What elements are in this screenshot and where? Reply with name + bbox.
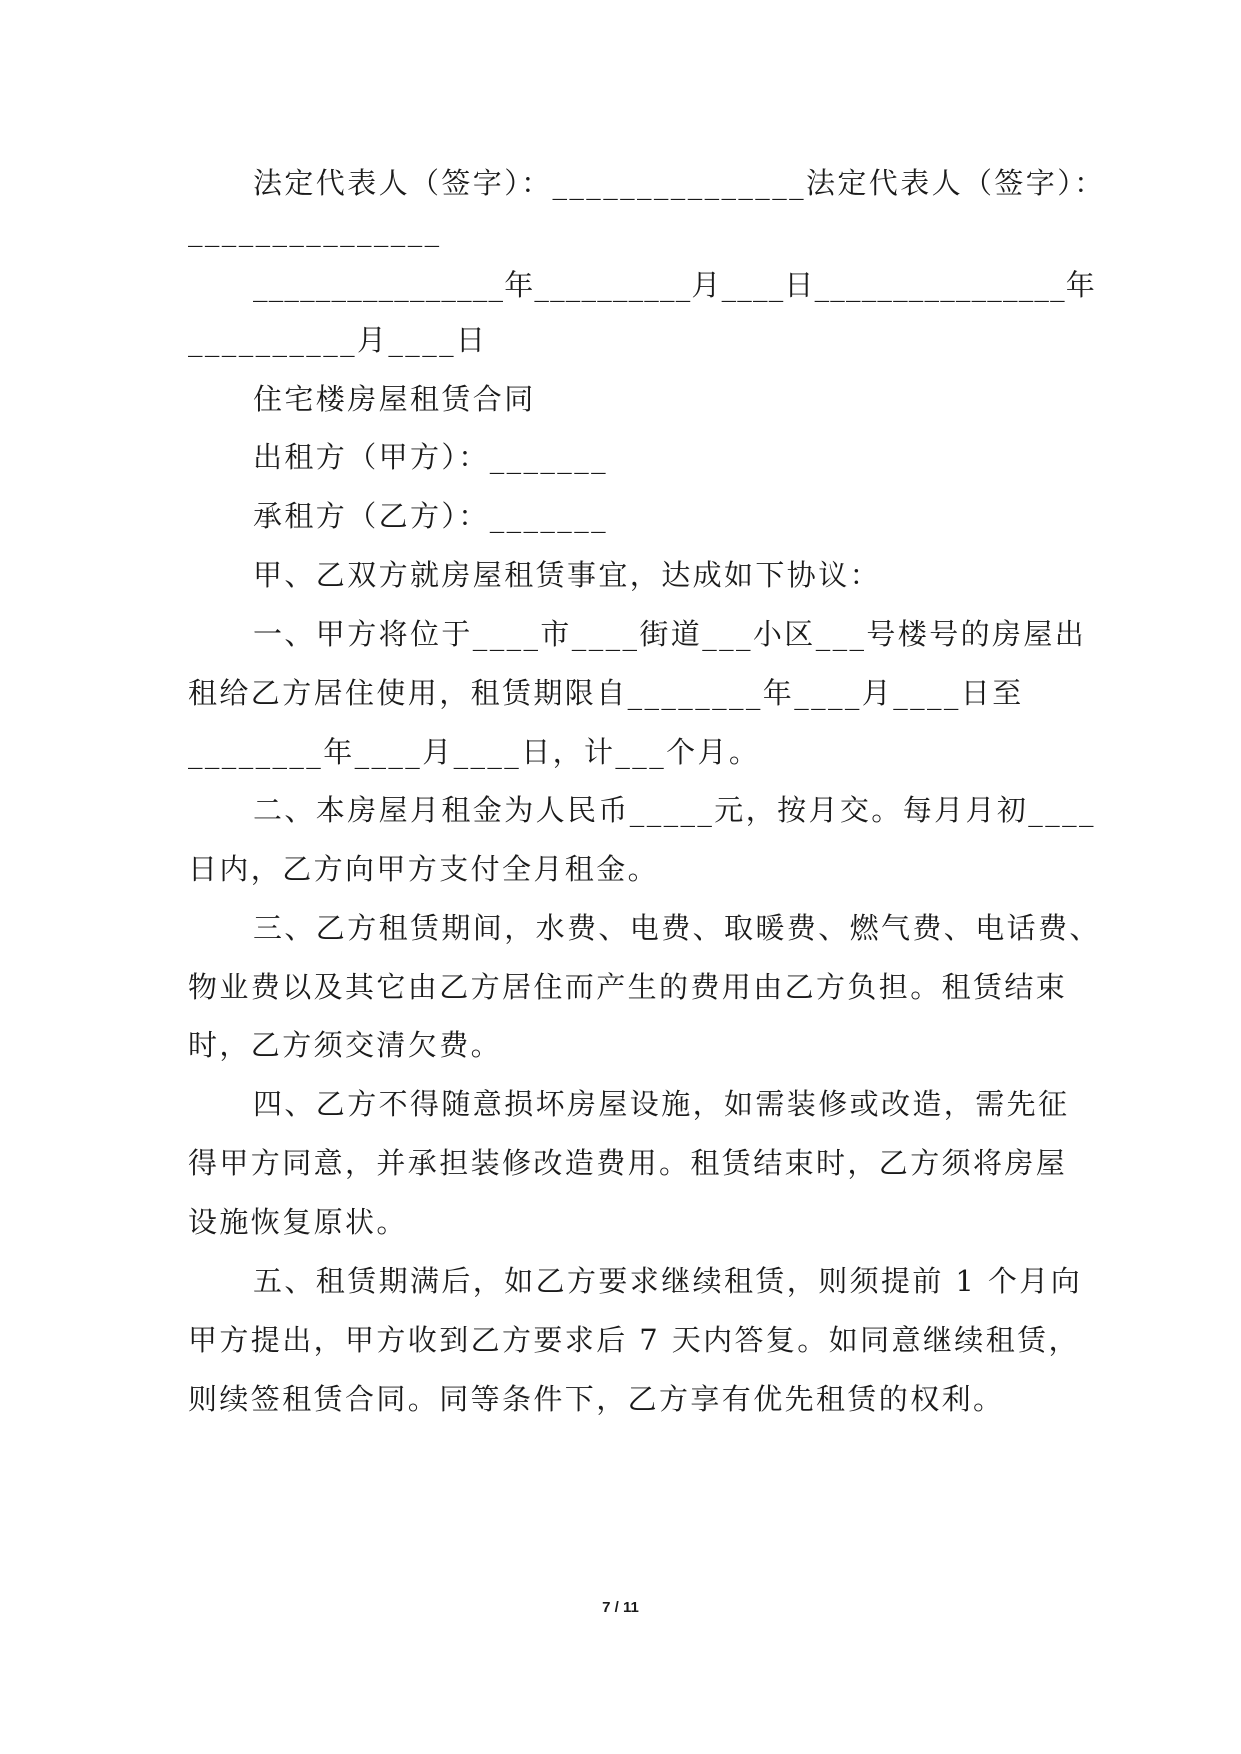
clause-4-line-2: 得甲方同意，并承担装修改造费用。租赁结束时，乙方须将房屋 [188, 1146, 1068, 1180]
clause-1-line-2: 租给乙方居住使用，租赁期限自________年____月____日至 [188, 676, 1024, 710]
clause-3-line-1: 三、乙方租赁期间，水费、电费、取暖费、燃气费、电话费、 [253, 911, 1101, 945]
signature-line: 法定代表人（签字）：_______________法定代表人（签字）： [253, 166, 1106, 200]
clause-1-line-1: 一、甲方将位于____市____街道___小区___号楼号的房屋出 [253, 617, 1087, 651]
clause-4-line-3: 设施恢复原状。 [188, 1205, 408, 1239]
clause-5-line-3: 则续签租赁合同。同等条件下，乙方享有优先租赁的权利。 [188, 1382, 1005, 1416]
page-number: 7 / 11 [602, 1599, 639, 1616]
clause-5-line-2: 甲方提出，甲方收到乙方要求后 7 天内答复。如同意继续租赁， [188, 1323, 1080, 1357]
signature-blank-line: _______________ [188, 213, 442, 247]
contract-title: 住宅楼房屋租赁合同 [253, 382, 536, 416]
agreement-intro: 甲、乙双方就房屋租赁事宜，达成如下协议： [253, 558, 882, 592]
clause-4-line-1: 四、乙方不得随意损坏房屋设施，如需装修或改造，需先征 [253, 1087, 1070, 1121]
clause-2-line-1: 二、本房屋月租金为人民币_____元，按月交。每月月初____ [253, 793, 1096, 827]
clause-2-line-2: 日内，乙方向甲方支付全月租金。 [188, 852, 660, 886]
date-line: ________________年__________月____日________________年 [253, 268, 1097, 302]
clause-3-line-3: 时，乙方须交清欠费。 [188, 1028, 503, 1062]
clause-1-line-3: ________年____月____日，计___个月。 [188, 735, 761, 769]
date-line-continued: __________月____日 [188, 323, 488, 357]
clause-3-line-2: 物业费以及其它由乙方居住而产生的费用由乙方负担。租赁结束 [188, 970, 1068, 1004]
lessee-line: 承租方（乙方）：_______ [253, 499, 609, 533]
clause-5-line-1: 五、租赁期满后，如乙方要求继续租赁，则须提前 1 个月向 [253, 1264, 1083, 1298]
lessor-line: 出租方（甲方）：_______ [253, 440, 609, 474]
